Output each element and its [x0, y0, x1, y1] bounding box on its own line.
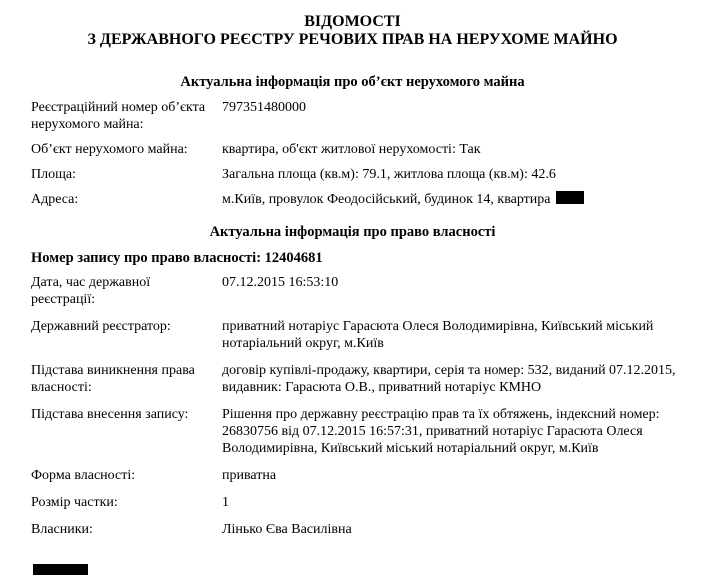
field-label: Власники:	[31, 522, 93, 537]
redaction-box-bottom-left	[33, 564, 88, 575]
field-label: Підстава виникнення права власності:	[31, 363, 195, 395]
field-row-address	[0, 191, 705, 208]
section-heading-object-info: Актуальна інформація про об’єкт нерухомого майна	[180, 74, 525, 90]
field-value: приватний нотаріус Гарасюта Олеся Володимирівна, Київський міський нотаріальний округ, м.Київ	[222, 319, 654, 351]
document-title-line2: З ДЕРЖАВНОГО РЕЄСТРУ РЕЧОВИХ ПРАВ НА НЕРУХОМЕ МАЙНО	[87, 31, 618, 48]
field-row-record-entry-basis	[0, 406, 705, 457]
document-title	[0, 0, 705, 49]
address-text: м.Київ, провулок Феодосійський, будинок 14, квартира	[222, 192, 551, 207]
field-value: договір купівлі-продажу, квартири, серія та номер: 532, виданий 07.12.2015, видавник: Гарасюта О.В., приватний нотаріус КМНО	[222, 363, 676, 395]
field-label: Дата, час державної реєстрації:	[31, 275, 151, 307]
field-value: 07.12.2015 16:53:10	[222, 275, 339, 290]
field-value: 1	[222, 495, 229, 510]
field-row-share-size	[0, 494, 705, 511]
field-row-area	[0, 166, 705, 183]
field-value: Лінько Єва Василівна	[222, 522, 352, 537]
field-row-registration-datetime	[0, 274, 705, 308]
field-label: Розмір частки:	[31, 495, 118, 510]
field-value: приватна	[222, 468, 277, 483]
field-row-owners	[0, 521, 705, 538]
redaction-box-apartment-number	[556, 191, 584, 204]
field-row-ownership-origin-basis	[0, 362, 705, 396]
field-value: 797351480000	[222, 100, 306, 115]
document-title-line1: ВІДОМОСТІ	[304, 13, 401, 30]
field-row-ownership-form	[0, 467, 705, 484]
field-value	[222, 191, 678, 208]
field-label: Форма власності:	[31, 468, 136, 483]
field-label: Державний реєстратор:	[31, 319, 171, 334]
field-row-object-type	[0, 141, 705, 158]
field-value: квартира, об'єкт житлової нерухомості: Так	[222, 142, 481, 157]
field-row-state-registrar	[0, 318, 705, 352]
section-heading-ownership-info: Актуальна інформація про право власності	[209, 224, 496, 240]
ownership-info-fields	[0, 274, 705, 538]
ownership-record-number-line: Номер запису про право власності: 12404681	[31, 250, 323, 266]
field-label: Об’єкт нерухомого майна:	[31, 142, 188, 157]
field-value: Загальна площа (кв.м): 79.1, житлова площа (кв.м): 42.6	[222, 167, 556, 182]
field-label: Реєстраційний номер об’єкта нерухомого майна:	[31, 100, 206, 132]
field-label: Адреса:	[31, 192, 79, 207]
object-info-fields	[0, 99, 705, 208]
field-label: Площа:	[31, 167, 76, 182]
field-label: Підстава внесення запису:	[31, 407, 189, 422]
field-row-registration-number	[0, 99, 705, 133]
field-value: Рішення про державну реєстрацію прав та їх обтяжень, індексний номер: 26830756 від 07.12.2015 16:57:31, приватний нотаріус Гарасюта Олеся Володимирівна, Київський міський нотаріальний округ, м.Київ	[222, 407, 660, 456]
